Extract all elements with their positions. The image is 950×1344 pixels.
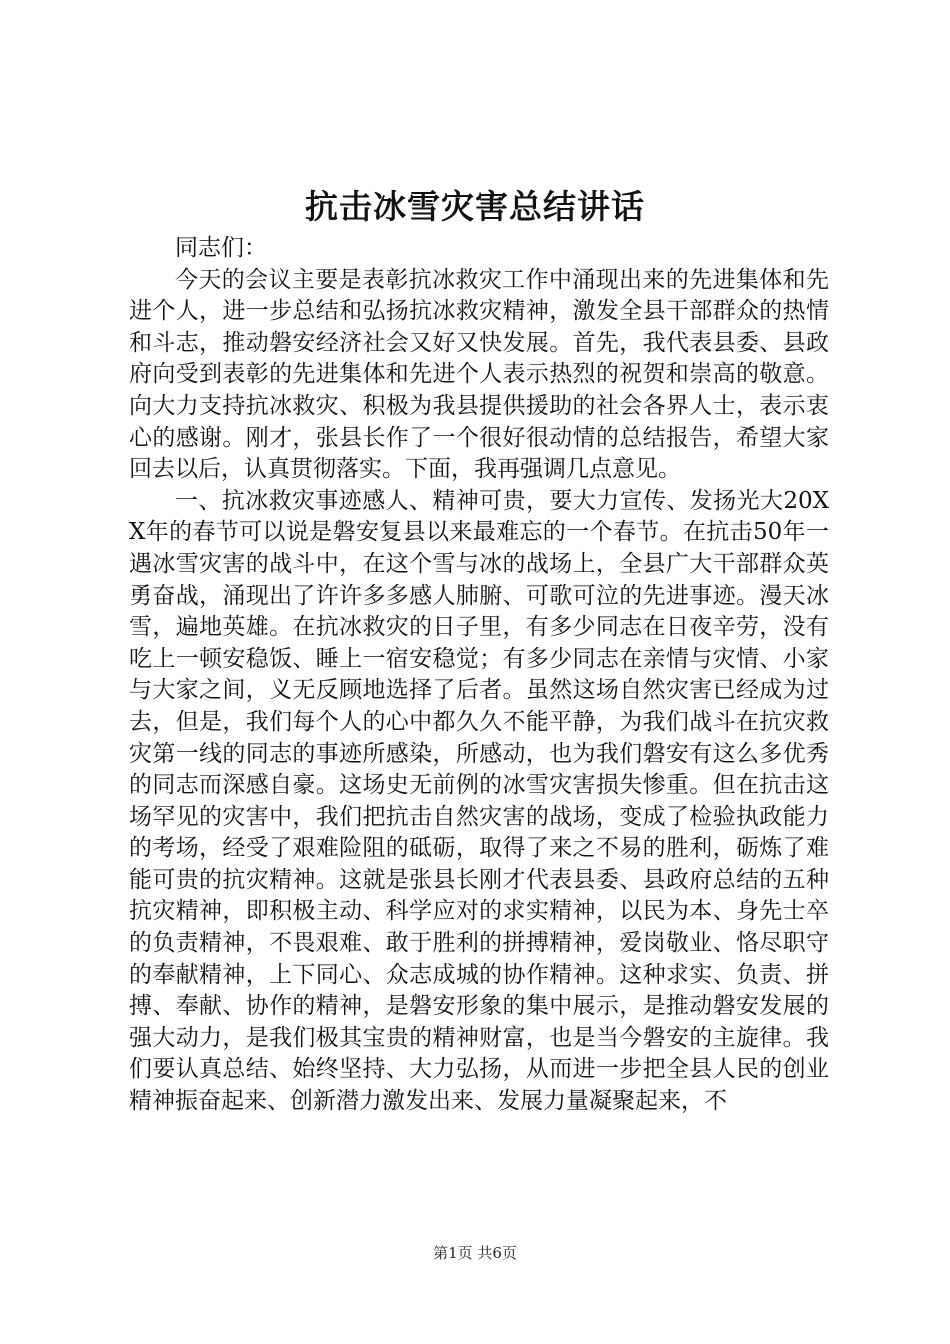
- document-body: [129, 233, 829, 1118]
- salutation: 同志们：: [175, 235, 267, 261]
- page-number-footer: 第1页 共6页: [433, 1244, 517, 1262]
- paragraph-section-one: 一、抗冰救灾事迹感人、精神可贵，要大力宣传、发扬光大20XX年的春节可以说是磐安复县以来最难忘的一个春节。在抗击50年一遇冰雪灾害的战斗中，在这个雪与冰的战场上，全县广大干部群众英勇奋战，涌现出了许许多多感人肺腑、可歌可泣的先进事迹。漫天冰雪，遍地英雄。在抗冰救灾的日子里，有多少同志在日夜辛劳，没有吃上一顿安稳饭、睡上一宿安稳觉；有多少同志在亲情与灾情、小家与大家之间，义无反顾地选择了后者。虽然这场自然灾害已经成为过去，但是，我们每个人的心中都久久不能平静，为我们战斗在抗灾救灾第一线的同志的事迹所感染，所感动，也为我们磐安有这么多优秀的同志而深感自豪。这场史无前例的冰雪灾害损失惨重。但在抗击这场罕见的灾害中，我们把抗击自然灾害的战场，变成了检验执政能力的考场，经受了艰难险阻的砥砺，取得了来之不易的胜利，砺炼了难能可贵的抗灾精神。这就是张县长刚才代表县委、县政府总结的五种抗灾精神，即积极主动、科学应对的求实精神，以民为本、身先士卒的负责精神，不畏艰难、敢于胜利的拼搏精神，爱岗敬业、恪尽职守的奉献精神，上下同心、众志成城的协作精神。这种求实、负责、拼搏、奉献、协作的精神，是磐安形象的集中展示，是推动磐安发展的强大动力，是我们极其宝贵的精神财富，也是当今磐安的主旋律。我们要认真总结、始终坚持、大力弘扬，从而进一步把全县人民的创业精神振奋起来、创新潜力激发出来、发展力量凝聚起来，不: [129, 487, 829, 1115]
- paragraph-opening: 今天的会议主要是表彰抗冰救灾工作中涌现出来的先进集体和先进个人，进一步总结和弘扬抗冰救灾精神，激发全县干部群众的热情和斗志，推动磐安经济社会又好又快发展。首先，我代表县委、县政府向受到表彰的先进集体和先进个人表示热烈的祝贺和崇高的敬意。向大力支持抗冰救灾、积极为我县提供援助的社会各界人士，表示衷心的感谢。刚才，张县长作了一个很好很动情的总结报告，希望大家回去以后，认真贯彻落实。下面，我再强调几点意见。: [129, 266, 829, 483]
- document-title: 抗击冰雪灾害总结讲话: [305, 187, 645, 226]
